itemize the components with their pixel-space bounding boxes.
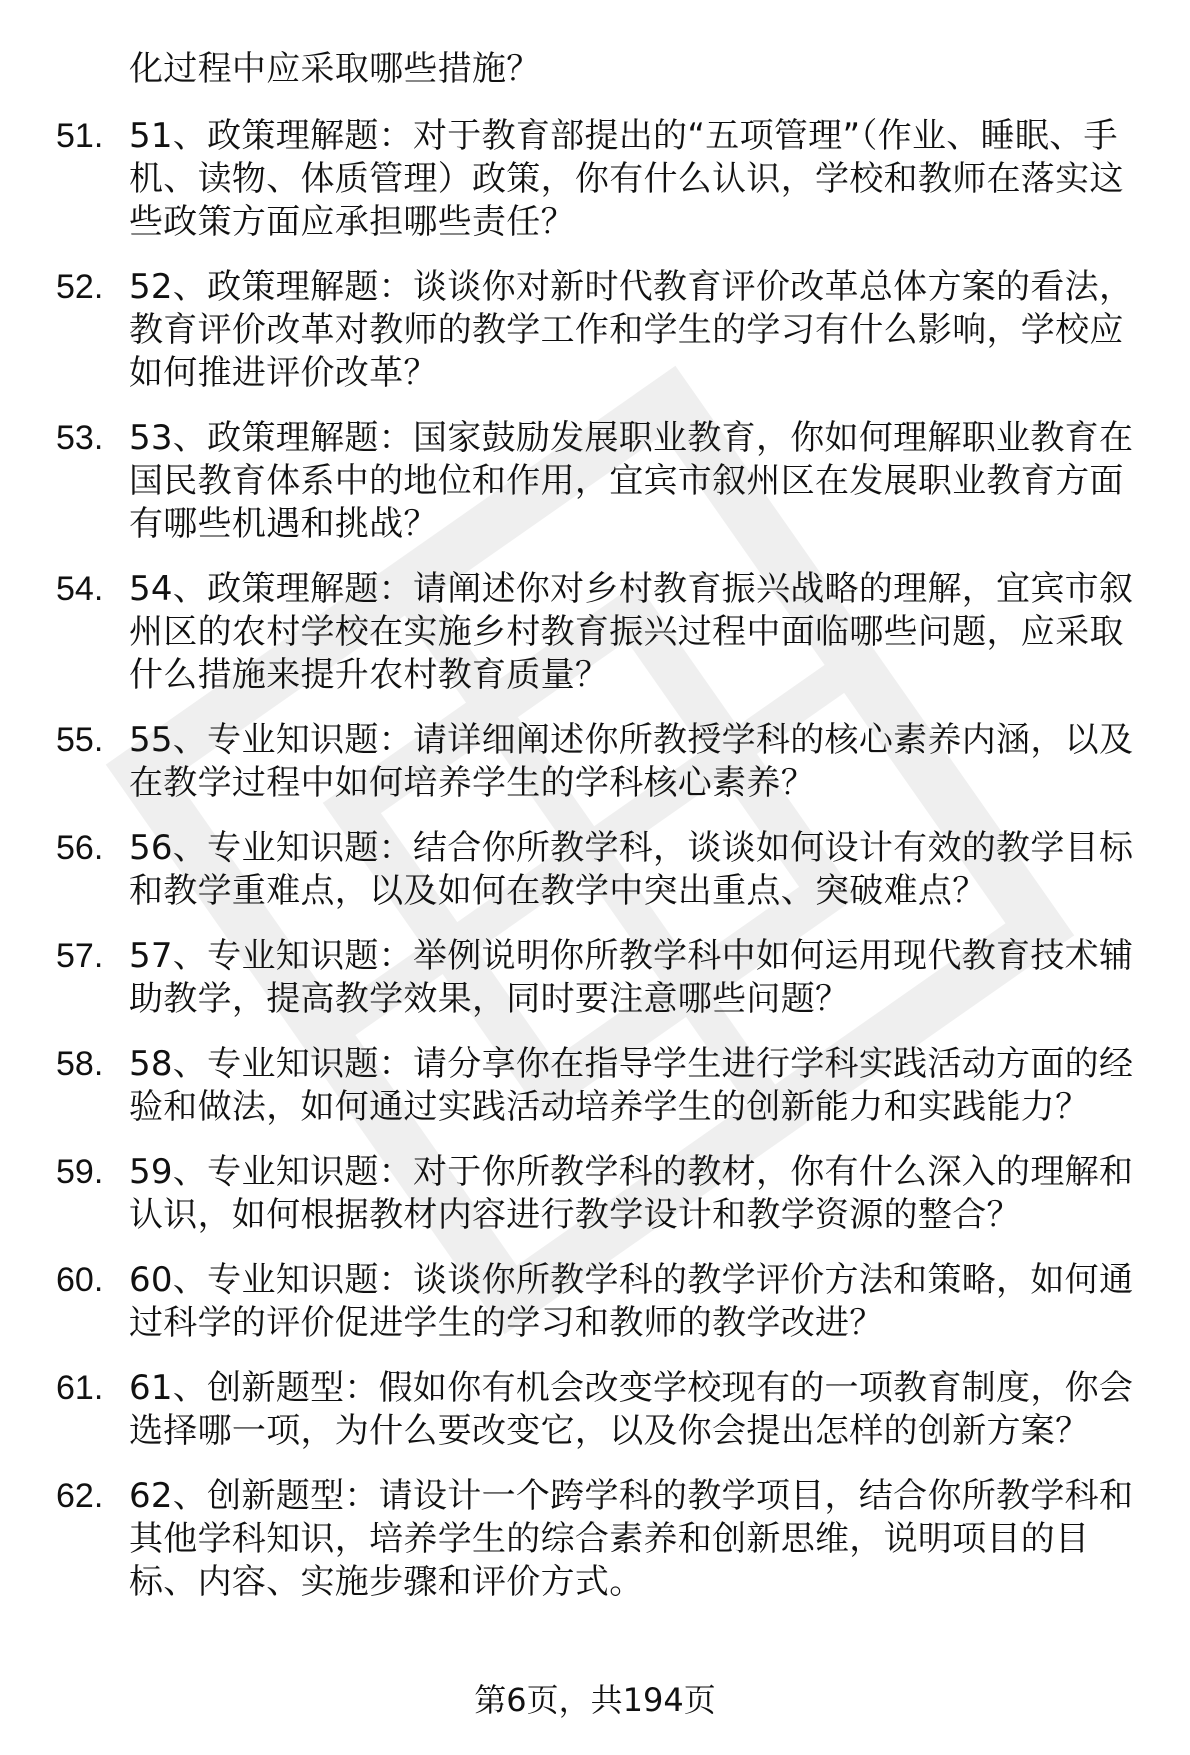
item-number: 52.	[56, 268, 104, 306]
list-item	[56, 935, 1156, 1021]
item-text: 56、专业知识题：结合你所教学科，谈谈如何设计有效的教学目标和教学重难点，以及如何在教学中突出重点、突破难点？	[129, 828, 1134, 911]
list-item	[56, 719, 1156, 805]
page-footer: 第6页，共194页	[474, 1681, 716, 1719]
item-text: 62、创新题型：请设计一个跨学科的教学项目，结合你所教学科和其他学科知识，培养学生的综合素养和创新思维，说明项目的目标、内容、实施步骤和评价方式。	[129, 1476, 1134, 1602]
item-number: 58.	[56, 1045, 104, 1083]
list-item	[56, 1367, 1156, 1453]
item-text: 57、专业知识题：举例说明你所教学科中如何运用现代教育技术辅助教学，提高教学效果，同时要注意哪些问题？	[129, 936, 1134, 1019]
item-number: 54.	[56, 570, 104, 608]
item-number: 62.	[56, 1477, 104, 1515]
item-text: 52、政策理解题：谈谈你对新时代教育评价改革总体方案的看法，教育评价改革对教师的教学工作和学生的学习有什么影响，学校应如何推进评价改革？	[129, 267, 1134, 393]
item-number: 61.	[56, 1369, 104, 1407]
item-text: 61、创新题型：假如你有机会改变学校现有的一项教育制度，你会选择哪一项，为什么要改变它，以及你会提出怎样的创新方案？	[129, 1368, 1134, 1451]
question-list	[56, 48, 1156, 1626]
item-number: 56.	[56, 829, 104, 867]
list-item	[56, 266, 1156, 395]
list-item	[56, 115, 1156, 244]
list-item	[56, 568, 1156, 697]
list-item	[56, 827, 1156, 913]
item-number: 59.	[56, 1153, 104, 1191]
item-number: 60.	[56, 1261, 104, 1299]
item-text: 60、专业知识题：谈谈你所教学科的教学评价方法和策略，如何通过科学的评价促进学生的学习和教师的教学改进？	[129, 1260, 1134, 1343]
continued-text: 化过程中应采取哪些措施？	[129, 49, 541, 89]
item-number: 53.	[56, 419, 104, 457]
item-text: 59、专业知识题：对于你所教学科的教材，你有什么深入的理解和认识，如何根据教材内容进行教学设计和教学资源的整合？	[129, 1152, 1134, 1235]
item-text: 58、专业知识题：请分享你在指导学生进行学科实践活动方面的经验和做法，如何通过实践活动培养学生的创新能力和实践能力？	[129, 1044, 1134, 1127]
list-item	[56, 1259, 1156, 1345]
item-text: 53、政策理解题：国家鼓励发展职业教育，你如何理解职业教育在国民教育体系中的地位和作用，宜宾市叙州区在发展职业教育方面有哪些机遇和挑战？	[129, 418, 1134, 544]
item-text: 51、政策理解题：对于教育部提出的“五项管理”（作业、睡眠、手机、读物、体质管理）政策，你有什么认识，学校和教师在落实这些政策方面应承担哪些责任？	[129, 116, 1124, 242]
list-item	[56, 1151, 1156, 1237]
list-item	[56, 417, 1156, 546]
list-item	[56, 1475, 1156, 1604]
item-number: 51.	[56, 117, 104, 155]
list-item	[56, 1043, 1156, 1129]
item-text: 55、专业知识题：请详细阐述你所教授学科的核心素养内涵，以及在教学过程中如何培养学生的学科核心素养？	[129, 720, 1134, 803]
item-number: 57.	[56, 937, 104, 975]
item-text: 54、政策理解题：请阐述你对乡村教育振兴战略的理解，宜宾市叙州区的农村学校在实施乡村教育振兴过程中面临哪些问题，应采取什么措施来提升农村教育质量？	[129, 569, 1134, 695]
item-number: 55.	[56, 721, 104, 759]
